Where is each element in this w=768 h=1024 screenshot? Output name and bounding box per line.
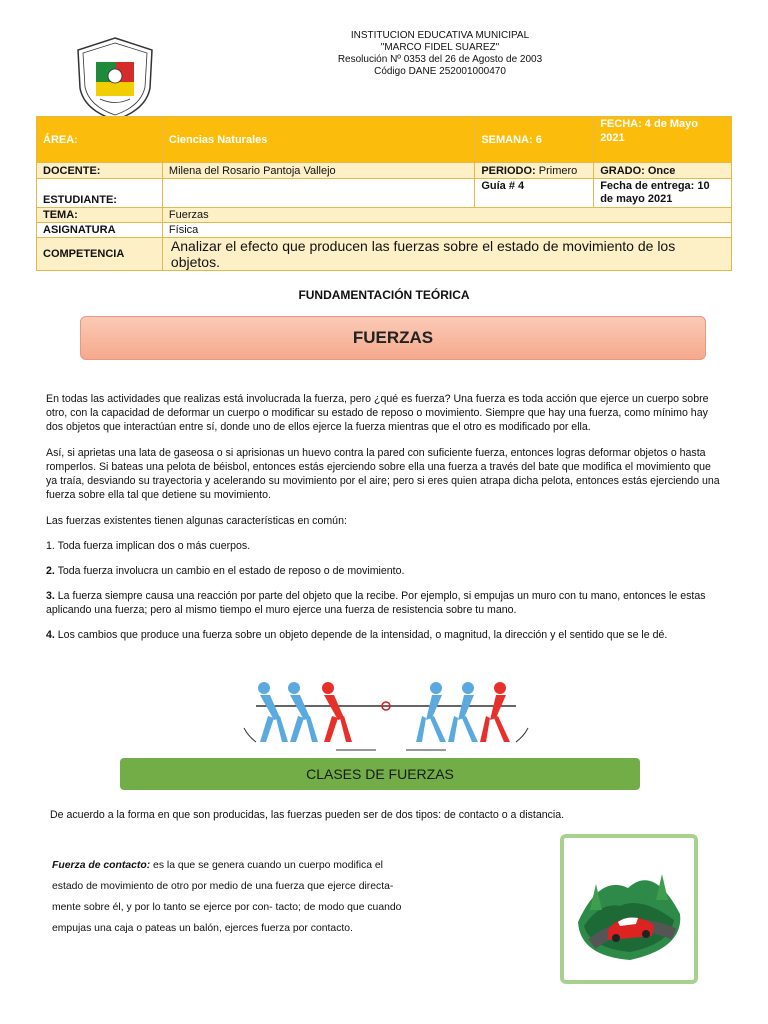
periodo-cell: [475, 163, 594, 179]
clases-intro: De acuerdo a la forma en que son producidas, las fuerzas pueden ser de dos tipos: de contacto o a distancia.: [50, 809, 565, 821]
list-item-3-text: La fuerza siempre causa una reacción por parte del objeto que la recibe. Por ejemplo, si empujas un muro con tu mano, entonces le estas aplicando una fuerza; pero al mismo tiempo el muro ejerce una fuerza de resistencia sobre tu mano.: [46, 590, 706, 616]
fuerzas-banner: FUERZAS: [80, 316, 706, 360]
area-value: Ciencias Naturales: [162, 117, 474, 163]
contact-force-paragraph: [52, 855, 402, 939]
semana-value: SEMANA: 6: [475, 117, 594, 163]
asignatura-label: ASIGNATURA: [37, 223, 163, 238]
periodo-value: Primero: [538, 164, 578, 177]
paragraph-characteristics: Las fuerzas existentes tienen algunas características en común:: [46, 515, 347, 527]
tug-of-war-illustration: [236, 676, 536, 756]
resolution-text: Resolución Nº 0353 del 26 de Agosto de 2003: [337, 54, 543, 65]
school-name: "MARCO FIDEL SUAREZ": [380, 42, 500, 53]
school-crest-icon: [74, 36, 156, 122]
list-item-3: [46, 589, 724, 617]
competencia-label: COMPETENCIA: [37, 238, 163, 271]
red-car-on-hill-illustration: [570, 844, 688, 974]
estudiante-label: ESTUDIANTE:: [37, 179, 163, 208]
car-illustration-card: [560, 834, 698, 984]
list-item-4: [46, 628, 724, 642]
dane-code: Código DANE 252001000470: [374, 66, 506, 77]
docente-value: Milena del Rosario Pantoja Vallejo: [162, 163, 474, 179]
docente-label: DOCENTE:: [37, 163, 163, 179]
section-title: FUNDAMENTACIÓN TEÓRICA: [298, 288, 470, 302]
institution-header: [290, 30, 590, 78]
fecha-value: FECHA: 4 de Mayo 2021: [594, 117, 732, 163]
competencia-value: Analizar el efecto que producen las fuerzas sobre el estado de movimiento de los objetos.: [162, 238, 731, 271]
estudiante-value: [162, 179, 474, 208]
list-item-2-number: 2.: [46, 565, 55, 577]
grado-value: GRADO: Once: [594, 163, 732, 179]
list-item-2-text: Toda fuerza involucra un cambio en el estado de reposo o de movimiento.: [54, 565, 405, 577]
list-item-4-number: 4.: [46, 629, 55, 641]
contact-force-text: es la que se genera cuando un cuerpo modifica el estado de movimiento de otro por medio de una fuerza que ejerce directa- mente sobre él, y por lo tanto se ejerce por con- tacto; de modo que cuando empujas una caja o pateas un balón, ejerces fuerza por contacto.: [52, 860, 402, 934]
paragraph-intro: En todas las actividades que realizas está involucrada la fuerza, pero ¿qué es fuerza? Una fuerza es toda acción que ejerce un cuerpo sobre otro, con la capacidad de deformar un cuerpo o modificar su estado de reposo o movimiento. Siempre que hay una fuerza, como mínimo hay dos objetos que interactúan entre sí, donde uno de ellos ejerce la fuerza mientras que el otro es modificado por ella.: [46, 393, 709, 433]
clases-de-fuerzas-banner: CLASES DE FUERZAS: [120, 758, 640, 790]
periodo-label: PERIODO:: [481, 164, 536, 177]
contact-force-lead: Fuerza de contacto:: [52, 860, 151, 871]
tema-label: TEMA:: [37, 208, 163, 223]
tema-value: Fuerzas: [162, 208, 731, 223]
guia-value: Guía # 4: [475, 179, 594, 208]
list-item-1: 1. Toda fuerza implican dos o más cuerpos.: [46, 540, 251, 552]
info-table: [36, 116, 732, 271]
asignatura-value: Física: [162, 223, 731, 238]
entrega-value: Fecha de entrega: 10 de mayo 2021: [594, 179, 732, 208]
institution-name: INSTITUCION EDUCATIVA MUNICIPAL: [350, 30, 530, 41]
area-label: ÁREA:: [37, 117, 163, 163]
list-item-3-number: 3.: [46, 590, 55, 602]
list-item-4-text: Los cambios que produce una fuerza sobre un objeto depende de la intensidad, o magnitud, la dirección y el sentido que se le dé.: [54, 629, 668, 641]
paragraph-examples: Así, si aprietas una lata de gaseosa o si aprisionas un huevo contra la pared con suficiente fuerza, entonces logras deformar objetos o hasta romperlos. Si bateas una pelota de béisbol, entonces estás ejerciendo sobre ella una fuerza a través del bate que modifica el movimiento que ya traía, desviando su trayectoria y acelerando su movimiento por el aire; pero si eres quien atrapa dicha pelota, entonces estás ejerciendo una fuerza sobre ella tal que detiene su movimiento.: [46, 447, 720, 501]
list-item-2: [46, 564, 724, 578]
